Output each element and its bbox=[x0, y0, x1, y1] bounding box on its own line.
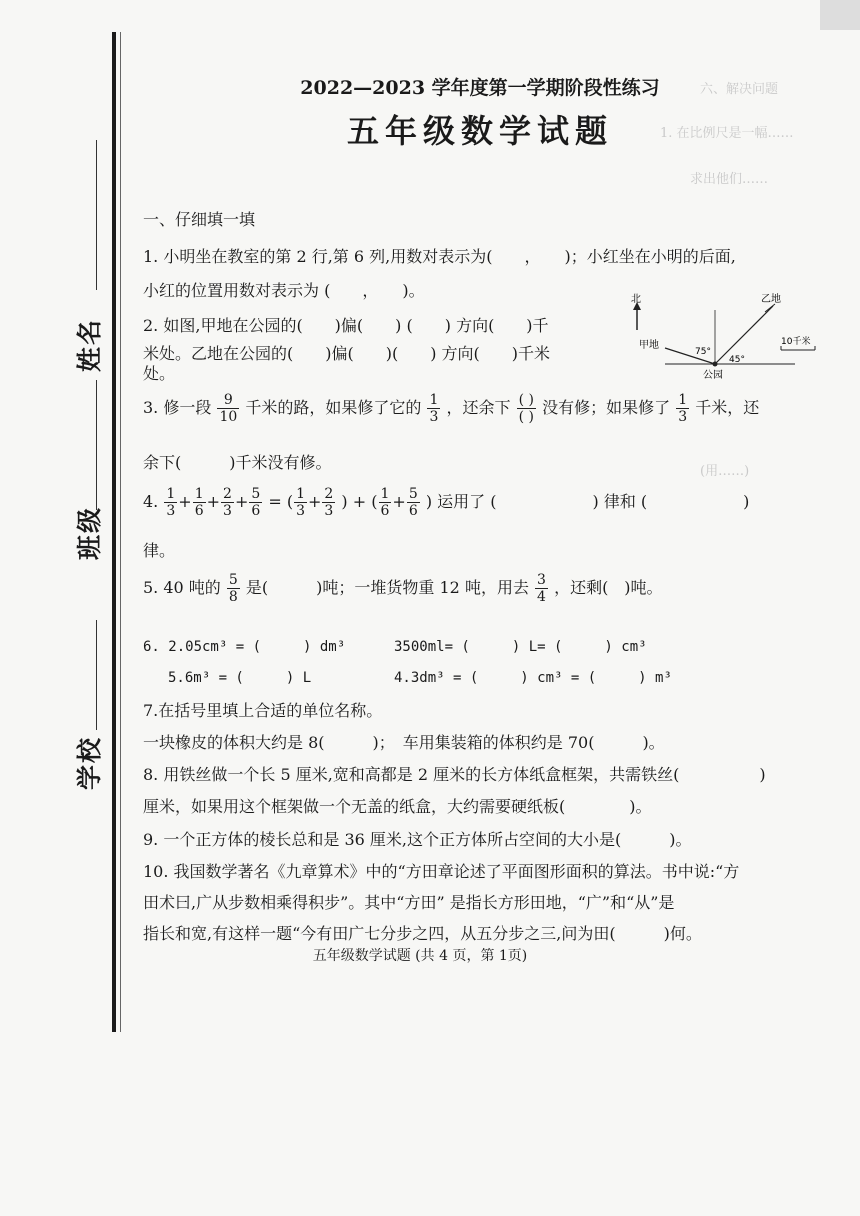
q2-line1: 2. 如图,甲地在公园的( )偏( ) ( ) 方向( )千 bbox=[143, 316, 549, 335]
q8-line2: 厘米，如果用这个框架做一个无盖的纸盒，大约需要硬纸板( )。 bbox=[143, 797, 652, 816]
name-label: 姓名 bbox=[75, 317, 104, 372]
q4-line2: 律。 bbox=[143, 541, 176, 560]
bleed-text: 六、解决问题 bbox=[700, 82, 779, 97]
q3-line2: 余下( )千米没有修。 bbox=[143, 453, 332, 472]
exam-title: 五年级数学试题 bbox=[346, 112, 613, 150]
bleed-text: (用……) bbox=[700, 464, 750, 479]
page-footer: 五年级数学试题 (共 4 页，第 1页) bbox=[312, 948, 528, 964]
bleed-text: 1. 在比例尺是一幅…… bbox=[660, 126, 794, 141]
q5-line1: 5. 40 吨的 $\frac{5}{8}$ 是( )吨；一堆货物重 12 吨，用去 $\frac{3}{4}$ ，还剩( )吨。 bbox=[143, 572, 663, 605]
fraction-blank: $\frac{( )}{( )}$ bbox=[518, 392, 534, 425]
q3-text: 千米的路，如果修了它的 bbox=[245, 398, 422, 417]
binding-line bbox=[112, 32, 116, 1032]
fraction: $\frac{1}{3}$ bbox=[429, 392, 439, 425]
q2-line2: 米处。乙地在公园的( )偏( )( ) 方向( )千米 bbox=[143, 344, 551, 363]
school-label: 学校 bbox=[75, 735, 104, 790]
place-jia: 甲地 bbox=[639, 340, 659, 351]
exam-term-title: 2022—2023 学年度第一学期阶段性练习 bbox=[300, 77, 660, 99]
fraction: $\frac{1}{3}$ bbox=[678, 392, 688, 425]
q3-text: ，还余下 bbox=[446, 398, 511, 417]
class-label: 班级 bbox=[75, 505, 104, 560]
q1-line2: 小红的位置用数对表示为 ( ， )。 bbox=[143, 281, 425, 300]
place-yi: 乙地 bbox=[761, 294, 781, 305]
scan-corner-shadow bbox=[820, 0, 860, 30]
section-heading: 一、仔细填一填 bbox=[143, 210, 256, 229]
q3-text: 千米，还 bbox=[695, 398, 760, 417]
q4-line1: 4. $\frac{1}{3}$ + $\frac{1}{6}$ + $\frac{2}{3}$ + $\frac{5}{6}$ = ( $\frac{1}{3}$ + $\frac{2}{3}$ ) + ( $\frac{1}{6}$ + $\frac{5}{6}$ ) 运用了 ( ) 律和 ( ) bbox=[143, 486, 750, 519]
q3-text: 没有修；如果修了 bbox=[542, 398, 671, 417]
name-rule bbox=[96, 140, 97, 290]
class-rule bbox=[96, 380, 97, 510]
q7-line2: 一块橡皮的体积大约是 8( )； 车用集装箱的体积约是 70( )。 bbox=[143, 733, 665, 752]
school-rule bbox=[96, 620, 97, 730]
q1-line1: 1. 小明坐在教室的第 2 行,第 6 列,用数对表示为( ， )；小红坐在小明的后面, bbox=[143, 247, 736, 266]
fraction: $\frac{9}{10}$ bbox=[219, 392, 238, 425]
q8-line1: 8. 用铁丝做一个长 5 厘米,宽和高都是 2 厘米的长方体纸盒框架，共需铁丝( ) bbox=[143, 765, 766, 784]
scale-label: 10千米 bbox=[781, 337, 811, 347]
north-label: 北 bbox=[631, 294, 641, 305]
q7-line1: 7.在括号里填上合适的单位名称。 bbox=[143, 701, 383, 720]
q10-line2: 田术曰,广从步数相乘得积步”。其中“方田” 是指长方形田地，“广”和“从”是 bbox=[143, 893, 675, 912]
q10-line1: 10. 我国数学著名《九章算术》中的“方田章论述了平面图形面积的算法。书中说:“方 bbox=[143, 862, 740, 881]
q6-b: 3500ml= ( ) L= ( ) cm³ bbox=[394, 639, 647, 655]
q6-c: 5.6m³ = ( ) L bbox=[168, 670, 312, 686]
direction-map bbox=[625, 290, 825, 385]
q10-line3: 指长和宽,有这样一题“今有田广七分步之四，从五分步之三,问为田( )何。 bbox=[143, 924, 702, 943]
q2-line3: 处。 bbox=[143, 364, 176, 383]
binding-line-thin bbox=[120, 32, 121, 1032]
angle-right: 45° bbox=[729, 355, 745, 365]
q3-text: 3. 修一段 bbox=[143, 398, 212, 417]
angle-left: 75° bbox=[695, 347, 711, 357]
q9-line1: 9. 一个正方体的棱长总和是 36 厘米,这个正方体所占空间的大小是( )。 bbox=[143, 830, 692, 849]
q6-d: 4.3dm³ = ( ) cm³ = ( ) m³ bbox=[394, 670, 672, 686]
park-label: 公园 bbox=[703, 370, 723, 381]
q3-line1 bbox=[143, 392, 759, 425]
q6-a: 6. 2.05cm³ = ( ) dm³ bbox=[143, 639, 346, 655]
bleed-text: 求出他们…… bbox=[690, 172, 769, 187]
